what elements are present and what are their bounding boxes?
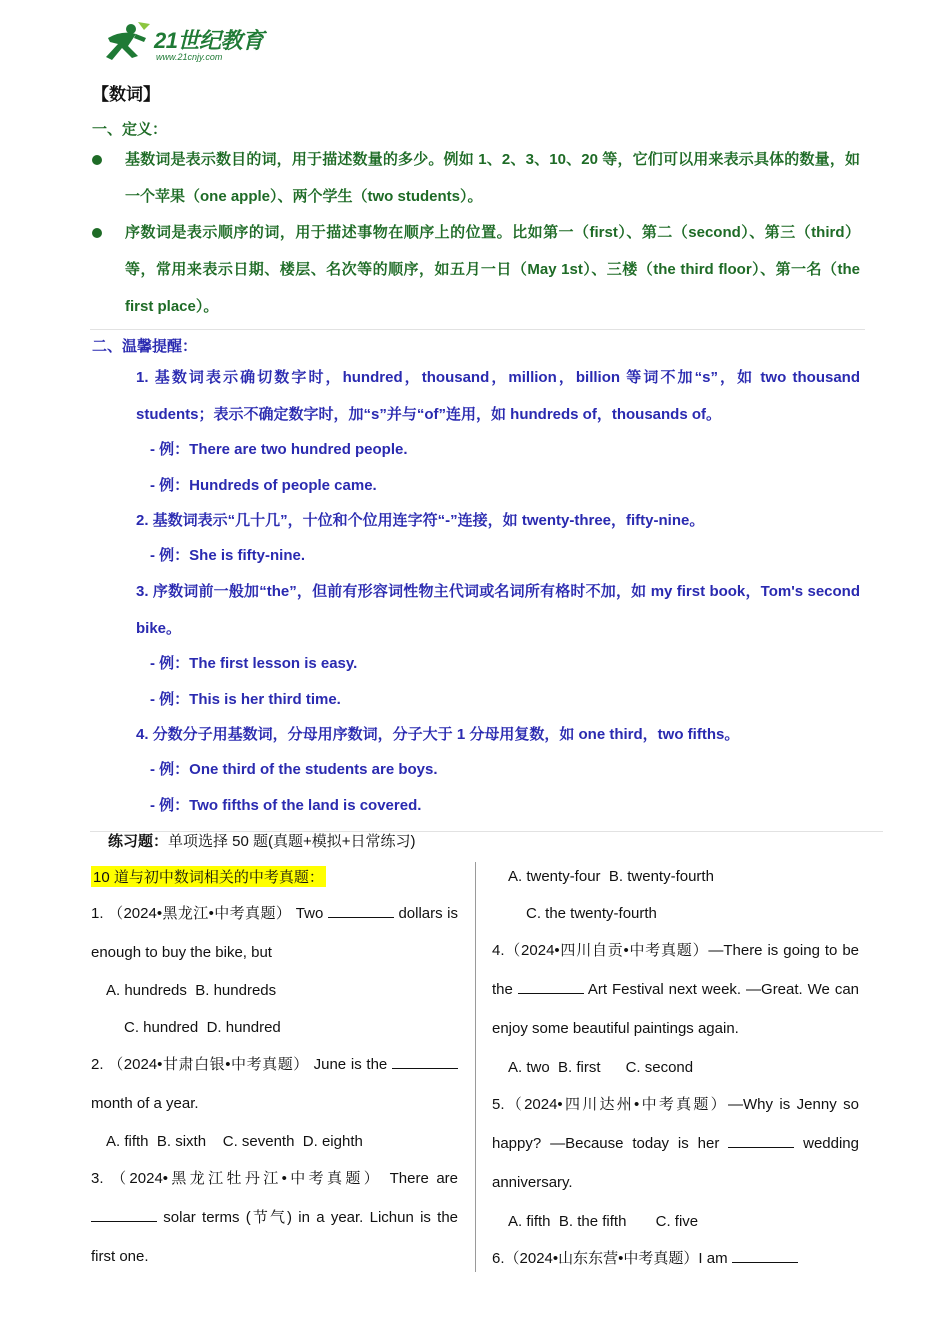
tip-1-example-1: - 例：There are two hundred people. bbox=[150, 441, 408, 458]
question-source: （2024•黑龙江•中考真题） bbox=[108, 905, 292, 922]
option-a: A. fifth bbox=[106, 1133, 149, 1150]
question-1-options-ab bbox=[106, 981, 276, 1001]
option-d: D. eighth bbox=[302, 1133, 363, 1150]
exam-subheading: 10 道与初中数词相关的中考真题： bbox=[91, 866, 326, 887]
answer-blank bbox=[392, 1054, 458, 1069]
runner-icon bbox=[104, 20, 154, 64]
tip-4: 4. 分数分子用基数词，分母用序数词，分子大于 1 分母用复数，如 one third，two fifths。 bbox=[136, 726, 740, 743]
practice-label: 练习题： bbox=[108, 833, 169, 850]
question-1: 1. （2024•黑龙江•中考真题） Two dollars is enough to buy the bike, but bbox=[91, 905, 459, 961]
divider bbox=[90, 329, 865, 330]
question-3-options-ab bbox=[508, 867, 714, 887]
option-b: B. sixth bbox=[156, 1133, 207, 1150]
question-4-options bbox=[508, 1058, 693, 1078]
option-b: B. the fifth bbox=[558, 1213, 627, 1230]
answer-blank bbox=[728, 1133, 794, 1148]
question-5-options bbox=[508, 1212, 698, 1232]
question-source: （2024•四川自贡•中考真题） bbox=[504, 942, 709, 959]
question-source: （2024•四川达州•中考真题） bbox=[504, 1096, 728, 1113]
tip-3-example-2: - 例：This is her third time. bbox=[150, 691, 341, 708]
option-a: A. twenty-four bbox=[508, 868, 601, 885]
option-d: D. hundred bbox=[206, 1019, 281, 1036]
option-a: A. hundreds bbox=[106, 982, 187, 999]
option-b: B. hundreds bbox=[195, 982, 277, 999]
question-4: 4.（2024•四川自贡•中考真题）—There is going to be the Art Festival next week. —Great. We can enjoy some beautiful paintings again. bbox=[492, 942, 859, 1037]
column-divider bbox=[475, 862, 476, 1272]
option-b: B. twenty-fourth bbox=[608, 868, 714, 885]
option-a: A. two bbox=[508, 1059, 550, 1076]
logo-url: www.21cnjy.com bbox=[156, 52, 223, 62]
question-source: （2024•黑龙江牡丹江•中考真题） bbox=[111, 1170, 383, 1187]
answer-blank bbox=[328, 903, 394, 918]
option-c: C. five bbox=[655, 1213, 699, 1230]
logo bbox=[104, 18, 284, 66]
option-a: A. fifth bbox=[508, 1213, 551, 1230]
tips-heading: 二、温馨提醒： bbox=[92, 338, 198, 355]
answer-blank bbox=[732, 1248, 798, 1263]
question-source: （2024•甘肃白银•中考真题） bbox=[108, 1056, 309, 1073]
option-c: C. hundred bbox=[124, 1019, 199, 1036]
practice-heading bbox=[108, 830, 416, 851]
logo-brand: 21世纪教育 bbox=[154, 28, 264, 53]
option-c: C. the twenty-fourth bbox=[526, 905, 657, 922]
question-3: 3. （2024•黑龙江牡丹江•中考真题） There are solar terms (节气) in a year. Lichun is the first one. bbox=[91, 1170, 459, 1265]
tip-1: 1. 基数词表示确切数字时，hundred，thousand，million，billion 等词不加“s”，如 two thousand students；表示不确定数字时，加“s”并与“of”连用，如 hundreds of，thousands of。 bbox=[136, 369, 860, 423]
question-1-options-cd bbox=[124, 1018, 281, 1038]
answer-blank bbox=[518, 979, 584, 994]
question-2-options bbox=[106, 1132, 363, 1152]
definition-heading: 一、定义： bbox=[92, 121, 168, 138]
question-source: （2024•山东东营•中考真题） bbox=[504, 1250, 699, 1267]
practice-desc: 单项选择 50 题(真题+模拟+日常练习) bbox=[168, 833, 416, 850]
option-c: C. second bbox=[625, 1059, 694, 1076]
tip-4-example-2: - 例：Two fifths of the land is covered. bbox=[150, 797, 422, 814]
definition-ordinal: 序数词是表示顺序的词，用于描述事物在顺序上的位置。比如第一（first）、第二（second）、第三（third）等，常用来表示日期、楼层、名次等的顺序，如五月一日（May 1st）、三楼（the third floor）、第一名（the first place）。 bbox=[125, 224, 860, 315]
question-6: 6.（2024•山东东营•中考真题）I am bbox=[492, 1239, 859, 1278]
option-c: C. seventh bbox=[222, 1133, 295, 1150]
section-title: 【数词】 bbox=[92, 85, 160, 104]
question-3-option-c bbox=[526, 904, 657, 924]
definition-cardinal: 基数词是表示数目的词，用于描述数量的多少。例如 1、2、3、10、20 等，它们可以用来表示具体的数量，如一个苹果（one apple）、两个学生（two students）。 bbox=[125, 151, 860, 205]
answer-blank bbox=[91, 1207, 157, 1222]
option-b: B. first bbox=[558, 1059, 601, 1076]
bullet-icon bbox=[92, 228, 102, 238]
bullet-icon bbox=[92, 155, 102, 165]
tip-3: 3. 序数词前一般加“the”，但前有形容词性物主代词或名词所有格时不加，如 my first book，Tom's second bike。 bbox=[136, 583, 860, 637]
question-2: 2. （2024•甘肃白银•中考真题） June is the month of a year. bbox=[91, 1045, 458, 1123]
tip-1-example-2: - 例：Hundreds of people came. bbox=[150, 477, 377, 494]
tip-2-example-1: - 例：She is fifty-nine. bbox=[150, 547, 306, 564]
tip-4-example-1: - 例：One third of the students are boys. bbox=[150, 761, 438, 778]
tip-3-example-1: - 例：The first lesson is easy. bbox=[150, 655, 358, 672]
question-5: 5.（2024•四川达州•中考真题）—Why is Jenny so happy? —Because today is her wedding anniversary. bbox=[492, 1096, 859, 1191]
tip-2: 2. 基数词表示“几十几”，十位和个位用连字符“-”连接，如 twenty-three，fifty-nine。 bbox=[136, 512, 705, 529]
